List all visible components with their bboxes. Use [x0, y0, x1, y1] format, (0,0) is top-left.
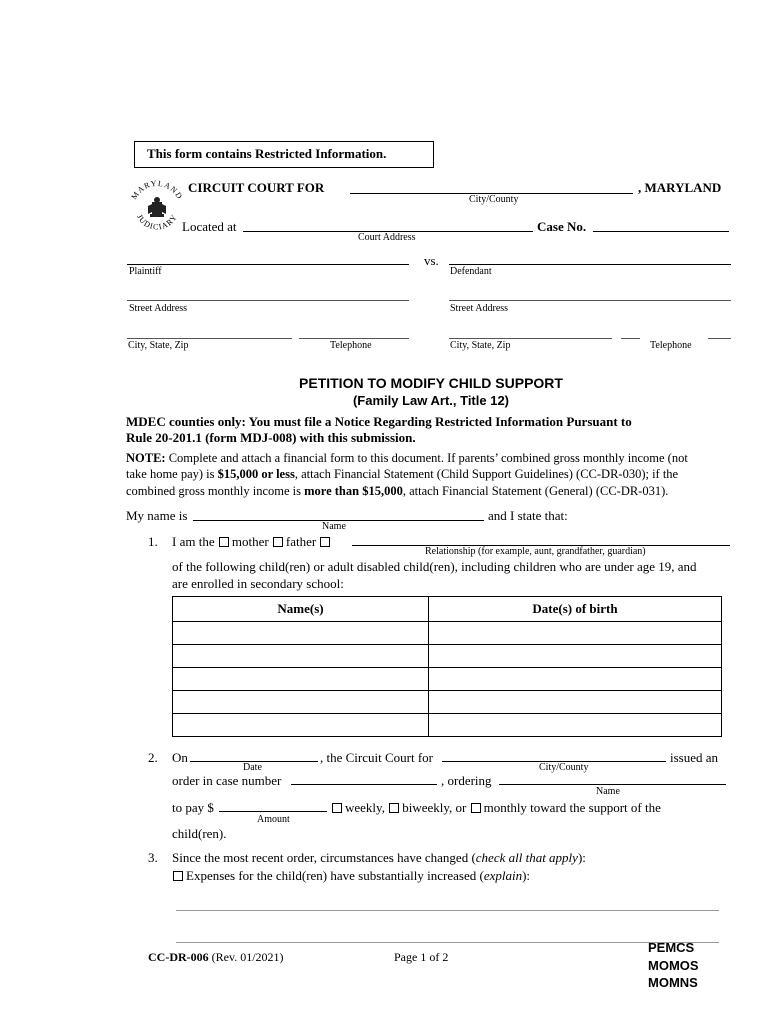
note-line-1: [126, 451, 688, 466]
vs-label: vs.: [424, 253, 439, 268]
amount-caption: Amount: [257, 814, 290, 825]
plaintiff-telephone-caption: Telephone: [330, 340, 372, 351]
names-column-header: Name(s): [173, 597, 429, 622]
defendant-line[interactable]: [449, 264, 731, 265]
code-momns: MOMNS: [648, 975, 698, 990]
item-3-number: 3.: [148, 850, 158, 865]
item-3-text-b: ):: [577, 850, 586, 865]
child-name-cell[interactable]: [173, 622, 429, 645]
ordered-party-caption: Name: [596, 786, 620, 797]
table-row: [173, 714, 722, 737]
amount-line[interactable]: [219, 811, 327, 812]
code-momos: MOMOS: [648, 958, 699, 973]
footer-form-id: [148, 950, 284, 965]
court-address-caption: Court Address: [358, 232, 416, 243]
ordered-party-line[interactable]: [499, 784, 726, 785]
plaintiff-city-line[interactable]: [127, 338, 292, 339]
my-name-is-label: My name is: [126, 508, 188, 523]
issued-an-label: issued an: [670, 750, 719, 765]
item-1-line-1: [172, 534, 333, 550]
circuit-court-for-label: CIRCUIT COURT FOR: [188, 180, 325, 195]
name-caption: Name: [322, 521, 346, 532]
item-3-text: [172, 850, 586, 866]
children-table: [172, 596, 722, 737]
expenses-text-a: Expenses for the child(ren) have substantially increased (: [186, 868, 484, 883]
plaintiff-street-line[interactable]: [127, 300, 409, 301]
item-1-line-2: of the following child(ren) or adult disabled child(ren), including children who are under age 19, and: [172, 559, 697, 574]
defendant-telephone-caption: Telephone: [650, 340, 692, 351]
item-3-text-a: Since the most recent order, circumstances have changed (: [172, 850, 476, 865]
ordering-label: , ordering: [441, 773, 492, 788]
seal-top-text: MARYLAND: [129, 178, 185, 202]
dob-column-header: Date(s) of birth: [429, 597, 722, 622]
plaintiff-street-caption: Street Address: [129, 303, 188, 314]
expenses-text-em: explain: [483, 868, 523, 883]
children-label: child(ren).: [172, 826, 227, 841]
mother-checkbox[interactable]: [219, 537, 229, 547]
case-no-line[interactable]: [593, 231, 729, 232]
seal-bottom-text: JUDICIARY: [134, 212, 180, 232]
case-no-label: Case No.: [537, 219, 587, 234]
table-row: [173, 668, 722, 691]
circuit-court-for-text: , the Circuit Court for: [320, 750, 434, 765]
child-name-cell[interactable]: [173, 645, 429, 668]
order-in-case-label: order in case number: [172, 773, 282, 788]
form-subtitle: (Family Law Art., Title 12): [352, 393, 510, 408]
case-number-line[interactable]: [291, 784, 437, 785]
form-id: CC-DR-006: [148, 950, 209, 964]
plaintiff-telephone-line[interactable]: [299, 338, 409, 339]
note-text-2c: , attach Financial Statement (Child Support Guidelines) (CC-DR-030); if the: [294, 467, 679, 481]
defendant-telephone-line-b[interactable]: [708, 338, 731, 339]
weekly-checkbox[interactable]: [332, 803, 342, 813]
child-name-cell[interactable]: [173, 714, 429, 737]
city-county-caption: City/County: [469, 194, 519, 205]
date-caption: Date: [243, 762, 262, 773]
item-2-number: 2.: [148, 750, 158, 765]
maryland-judiciary-seal: [126, 178, 188, 240]
monthly-label: monthly toward the support of the: [483, 800, 661, 815]
note-text-2a: take home pay) is: [126, 467, 218, 481]
note-text-1: Complete and attach a financial form to this document. If parents’ combined gross monthly income (not: [165, 451, 688, 465]
defendant-city-caption: City, State, Zip: [450, 340, 511, 351]
child-dob-cell[interactable]: [429, 645, 722, 668]
note-label: NOTE:: [126, 451, 166, 465]
order-city-county-caption: City/County: [539, 762, 589, 773]
frequency-options: [331, 800, 661, 816]
expenses-increased-checkbox[interactable]: [173, 871, 183, 881]
child-dob-cell[interactable]: [429, 714, 722, 737]
table-row: [173, 645, 722, 668]
other-relationship-checkbox[interactable]: [320, 537, 330, 547]
restricted-info-notice: This form contains Restricted Information.: [134, 141, 434, 168]
item-1-line-3: are enrolled in secondary school:: [172, 576, 344, 591]
code-pemcs: PEMCS: [648, 940, 695, 955]
maryland-label: , MARYLAND: [638, 180, 722, 195]
monthly-checkbox[interactable]: [471, 803, 481, 813]
defendant-street-line[interactable]: [449, 300, 731, 301]
note-threshold-high: more than $15,000: [304, 484, 403, 498]
child-dob-cell[interactable]: [429, 668, 722, 691]
explain-line-2[interactable]: [176, 942, 719, 943]
mdec-line-1: MDEC counties only: You must file a Notice Regarding Restricted Information Pursuant to: [126, 414, 632, 429]
child-dob-cell[interactable]: [429, 691, 722, 714]
note-text-3a: combined gross monthly income is: [126, 484, 305, 498]
note-text-3c: , attach Financial Statement (General) (CC-DR-031).: [402, 484, 669, 498]
page-number: Page 1 of 2: [394, 950, 449, 964]
biweekly-checkbox[interactable]: [389, 803, 399, 813]
mother-label: mother: [231, 534, 269, 549]
father-label: father: [285, 534, 317, 549]
child-name-cell[interactable]: [173, 691, 429, 714]
mdec-line-2: Rule 20-201.1 (form MDJ-008) with this submission.: [126, 430, 416, 445]
item-3-text-em: check all that apply: [475, 850, 578, 865]
note-threshold-low: $15,000 or less: [217, 467, 295, 481]
form-revision: (Rev. 01/2021): [208, 950, 284, 964]
plaintiff-city-caption: City, State, Zip: [128, 340, 189, 351]
weekly-label: weekly,: [345, 800, 385, 815]
on-label: On: [172, 750, 188, 765]
table-row: [173, 622, 722, 645]
defendant-street-caption: Street Address: [450, 303, 509, 314]
child-dob-cell[interactable]: [429, 622, 722, 645]
table-row: [173, 691, 722, 714]
i-am-the-label: I am the: [172, 534, 215, 549]
biweekly-label: biweekly, or: [402, 800, 467, 815]
father-checkbox[interactable]: [273, 537, 283, 547]
relationship-caption: Relationship (for example, aunt, grandfather, guardian): [425, 546, 646, 557]
form-title: PETITION TO MODIFY CHILD SUPPORT: [299, 375, 563, 391]
state-that-label: and I state that:: [488, 508, 568, 523]
defendant-city-line[interactable]: [449, 338, 612, 339]
child-name-cell[interactable]: [173, 668, 429, 691]
defendant-telephone-line-a[interactable]: [621, 338, 640, 339]
plaintiff-line[interactable]: [127, 264, 409, 265]
note-line-3: [126, 484, 668, 499]
note-line-2: [126, 467, 678, 482]
located-at-label: Located at: [182, 219, 237, 234]
to-pay-label: to pay $: [172, 800, 214, 815]
expenses-text-b: ):: [522, 868, 531, 883]
explain-line-1[interactable]: [176, 910, 719, 911]
defendant-caption: Defendant: [450, 266, 492, 277]
plaintiff-caption: Plaintiff: [129, 266, 162, 277]
expenses-option: [172, 868, 530, 884]
item-1-number: 1.: [148, 534, 158, 549]
